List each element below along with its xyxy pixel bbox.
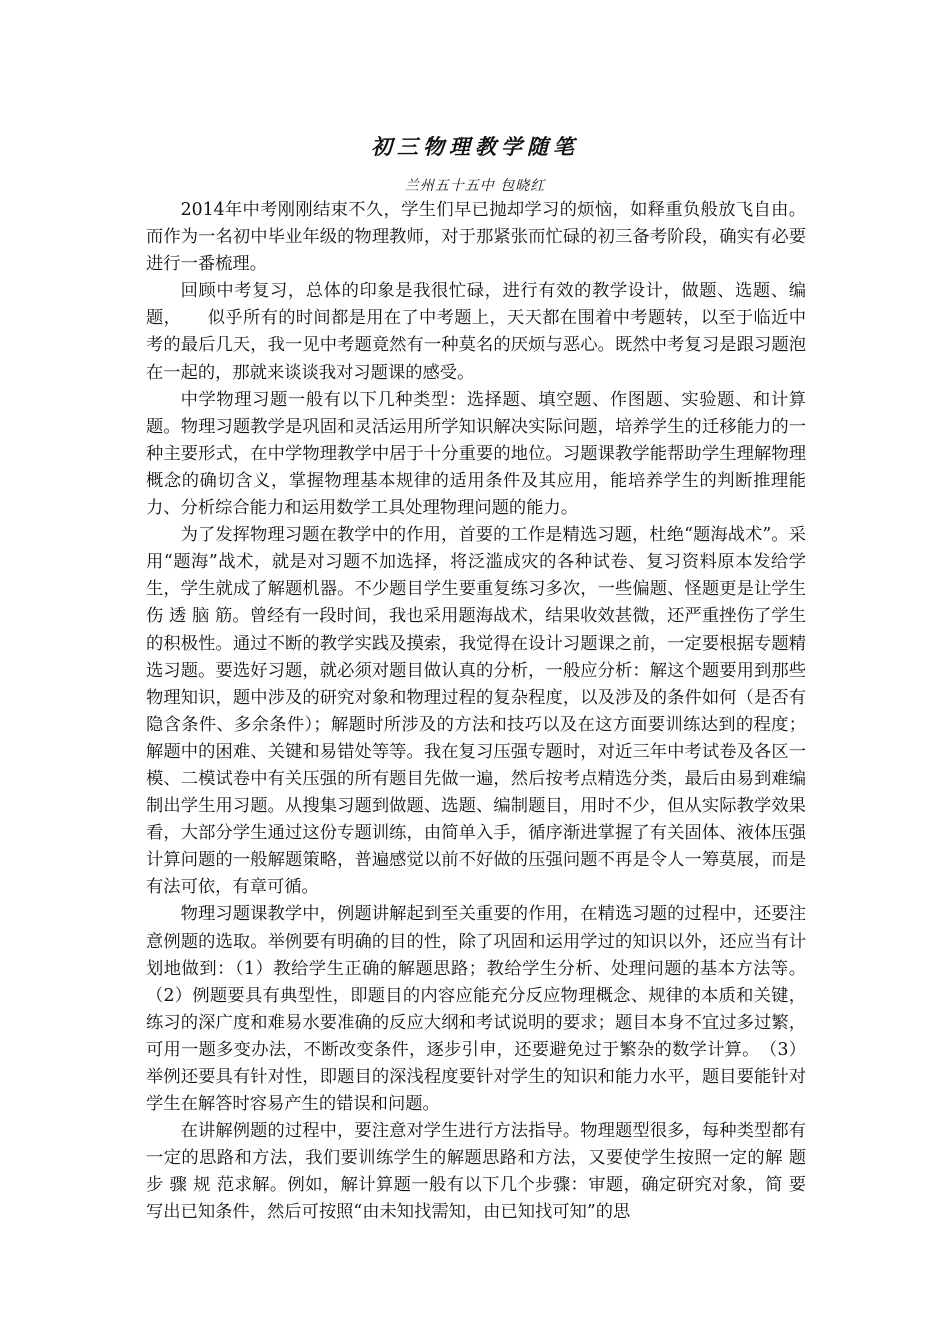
document-author: 兰州五十五中 包晓红 [404, 178, 546, 194]
document-title: 初三物理教学随笔 [371, 134, 579, 159]
paragraph: 物理习题课教学中，例题讲解起到至关重要的作用，在精选习题的过程中，还要注意例题的选取。举例要有明确的目的性，除了巩固和运用学过的知识以外，还应当有计划地做到：（1）教给学生正确的解题思路；教给学生分析、处理问题的基本方法等。（2）例题要具有典型性，即题目的内容应能充分反应物理概念、规律的本质和关键，练习的深广度和难易水要准确的反应大纲和考试说明的要求；题目本身不宜过多过繁，可用一题多变办法，不断改变条件，逐步引申，还要避免过于繁杂的数学计算。 （3）举例还要具有针对性，即题目的深浅程度要针对学生的知识和能力水平，题目要能针对学生在解答时容易产生的错误和问题。 [146, 904, 806, 1115]
paragraph: 2014年中考刚刚结束不久，学生们早已抛却学习的烦恼，如释重负般放飞自由。而作为一名初中毕业年级的物理教师，对于那紧张而忙碌的初三备考阶段，确实有必要进行一番梳理。 [146, 200, 806, 275]
paragraph: 在讲解例题的过程中，要注意对学生进行方法指导。物理题型很多，每种类型都有一定的思路和方法，我们要训练学生的解题思路和方法，又要使学生按照一定的解 题步 骤 规 范求解。例如，解计算题一般有以下几个步骤：审题，确定研究对象，简 要写出已知条件，然后可按照“由未知找需知，由已知找可知”的思 [146, 1121, 806, 1223]
document-body [146, 197, 806, 1227]
paragraph: 中学物理习题一般有以下几种类型：选择题、填空题、作图题、实验题、和计算题。物理习题教学是巩固和灵活运用所学知识解决实际问题，培养学生的迁移能力的一种主要形式，在中学物理教学中居于十分重要的地位。习题课教学能帮助学生理解物理概念的确切含义，掌握物理基本规律的适用条件及其应用，能培养学生的判断推理能力、分析综合能力和运用数学工具处理物理问题的能力。 [146, 389, 806, 519]
paragraph: 为了发挥物理习题在教学中的作用，首要的工作是精选习题，杜绝“题海战术”。采用“题海”战术，就是对习题不加选择，将泛滥成灾的各种试卷、复习资料原本发给学生，学生就成了解题机器。不少题目学生要重复练习多次，一些偏题、怪题更是让学生伤 透 脑 筋。曾经有一段时间，我也采用题海战术，结果收效甚微，还严重挫伤了学生的积极性。通过不断的教学实践及摸索，我觉得在设计习题课之前，一定要根据专题精选习题。要选好习题，就必须对题目做认真的分析，一般应分析：解这个题要用到那些物理知识，题中涉及的研究对象和物理过程的复杂程度，以及涉及的条件如何（是否有隐含条件、多余条件）；解题时所涉及的方法和技巧以及在这方面要训练达到的程度；解题中的困难、关键和易错处等等。我在复习压强专题时，对近三年中考试卷及各区一模、二模试卷中有关压强的所有题目先做一遍，然后按考点精选分类，最后由易到难编制出学生用习题。从搜集习题到做题、选题、编制题目，用时不少，但从实际教学效果看，大部分学生通过这份专题训练，由简单入手，循序渐进掌握了有关固体、液体压强计算问题的一般解题策略，普遍感觉以前不好做的压强问题不再是令人一筹莫展，而是有法可依，有章可循。 [146, 525, 806, 898]
paragraph: 回顾中考复习，总体的印象是我很忙碌，进行有效的教学设计，做题、选题、编题， 似乎所有的时间都是用在了中考题上，天天都在围着中考题转，以至于临近中考的最后几天，我一见中考题竟然有一种莫名的厌烦与恶心。既然中考复习是跟习题泡在一起的，那就来谈谈我对习题课的感受。 [146, 281, 806, 383]
